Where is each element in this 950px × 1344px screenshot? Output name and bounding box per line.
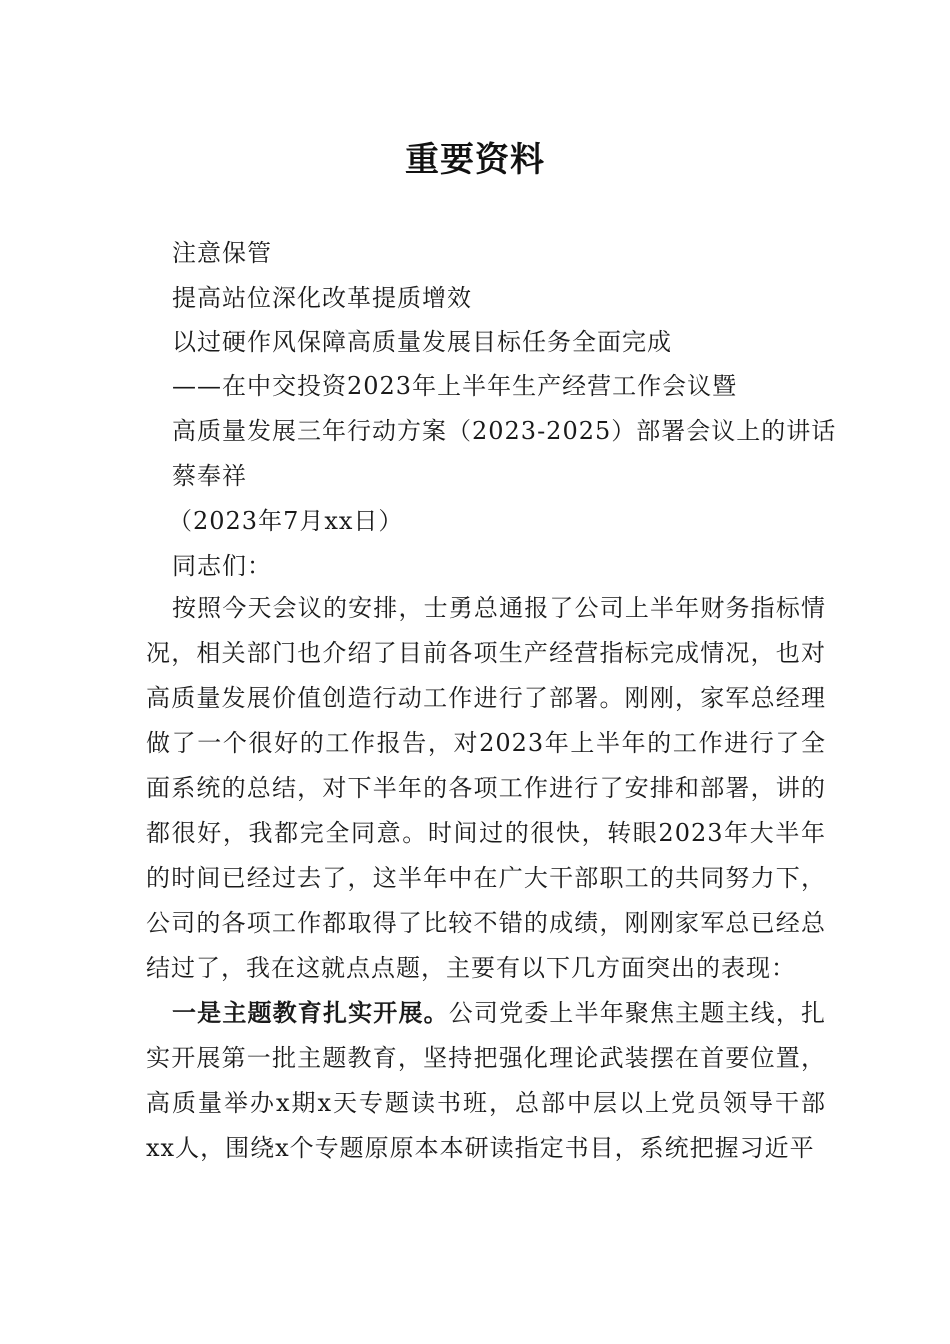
paragraph-2-lead: 一是主题教育扎实开展。 xyxy=(172,998,449,1027)
speech-subtitle-line-2: 高质量发展三年行动方案（2023-2025）部署会议上的讲话 xyxy=(172,417,837,445)
document-title: 重要资料 xyxy=(405,140,545,180)
notice-line: 注意保管 xyxy=(172,239,272,267)
speaker-name: 蔡奉祥 xyxy=(172,462,247,490)
paragraph-2-body: 公司党委上半年聚焦主题主线，扎实开展第一批主题教育，坚持把强化理论武装摆在首要位置，高质量举办x期x天专题读书班，总部中层以上党员领导干部xx人，围绕x个专题原原本本研读指定书目，系统把握习近平 xyxy=(146,999,827,1162)
salutation: 同志们： xyxy=(172,552,272,580)
speech-title-line-2: 以过硬作风保障高质量发展目标任务全面完成 xyxy=(172,328,672,356)
speech-title-line-1: 提高站位深化改革提质增效 xyxy=(172,284,472,312)
body-paragraph-1: 按照今天会议的安排，士勇总通报了公司上半年财务指标情况，相关部门也介绍了目前各项生产经营指标完成情况，也对高质量发展价值创造行动工作进行了部署。刚刚，家军总经理做了一个很好的工作报告，对2023年上半年的工作进行了全面系统的总结，对下半年的各项工作进行了安排和部署，讲的都很好，我都完全同意。时间过的很快，转眼2023年大半年的时间已经过去了，这半年中在广大干部职工的共同努力下，公司的各项工作都取得了比较不错的成绩，刚刚家军总已经总结过了，我在这就点点题，主要有以下几方面突出的表现： xyxy=(146,594,826,982)
speech-date: （2023年7月xx日） xyxy=(168,507,404,535)
speech-subtitle-line-1: ——在中交投资2023年上半年生产经营工作会议暨 xyxy=(172,372,738,400)
body-paragraph-2 xyxy=(146,990,826,1171)
